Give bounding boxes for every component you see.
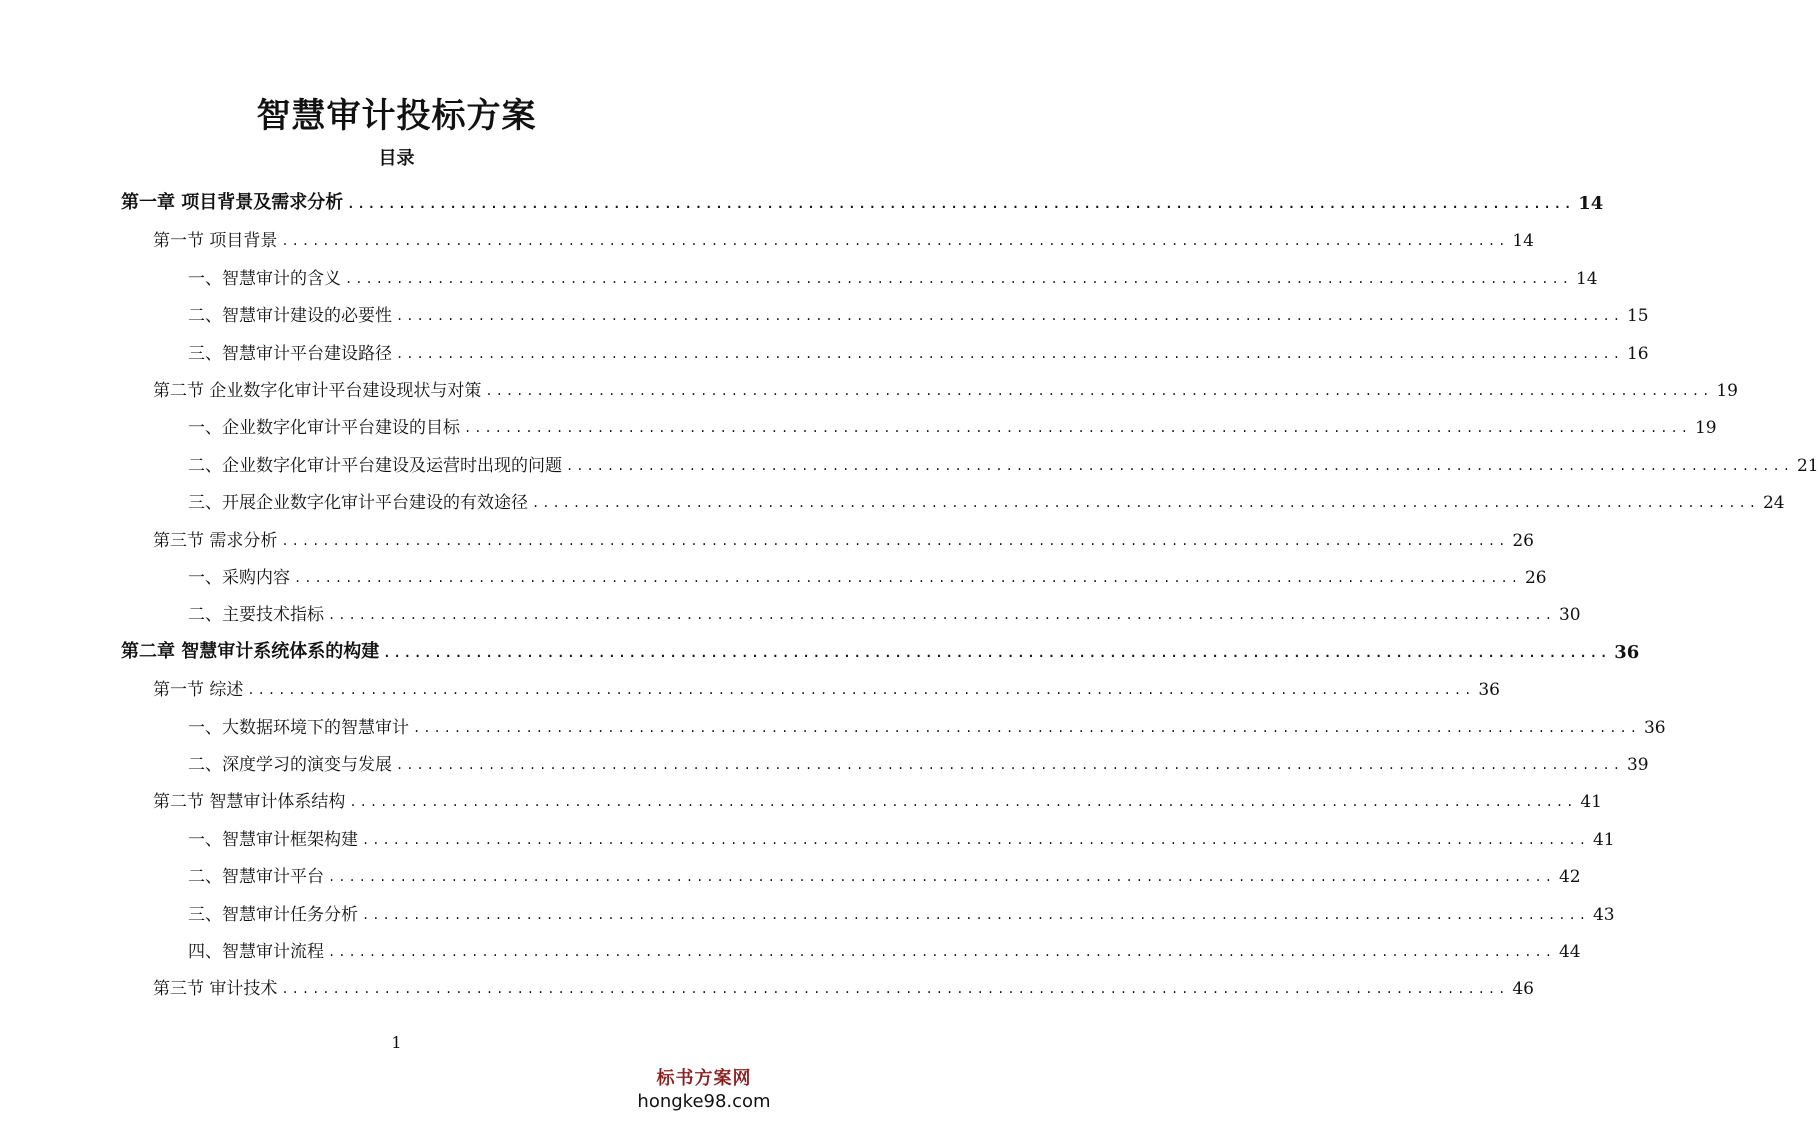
- toc-section-entry[interactable]: [153, 780, 1602, 813]
- toc-entry-page: 15: [1626, 306, 1649, 327]
- toc-chapter-entry[interactable]: [121, 182, 1604, 214]
- toc-subsection-entry[interactable]: [188, 444, 1819, 476]
- toc-subsection-entry[interactable]: [188, 556, 1547, 588]
- toc-subsection-entry[interactable]: [188, 818, 1615, 850]
- toc-dot-leader: ........................................................................................................................: [328, 870, 1555, 885]
- toc-entry-label: 一、大数据环境下的智慧审计: [188, 717, 409, 738]
- toc-entry-label: 二、智慧审计建设的必要性: [188, 306, 392, 327]
- toc-dot-leader: ........................................................................................................................: [247, 683, 1475, 698]
- toc-dot-leader: ........................................................................................................................: [396, 346, 1623, 361]
- toc-section-entry[interactable]: [153, 519, 1534, 551]
- toc-entry-page: 19: [1716, 381, 1738, 401]
- toc-entry-label: 一、智慧审计框架构建: [188, 829, 358, 850]
- toc-entry-page: 14: [1578, 193, 1604, 214]
- toc-entry-label: 第一节 项目背景: [153, 231, 278, 252]
- toc-entry-page: 14: [1575, 268, 1598, 289]
- toc-entry-page: 44: [1558, 942, 1581, 962]
- toc-entry-page: 19: [1694, 418, 1717, 439]
- toc-dot-leader: ........................................................................................................................: [328, 945, 1555, 959]
- toc-entry-label: 三、智慧审计任务分析: [188, 904, 358, 925]
- toc-entry-label: 第三节 需求分析: [153, 530, 278, 551]
- toc-dot-leader: ........................................................................................................................: [566, 458, 1793, 473]
- toc-dot-leader: ........................................................................................................................: [396, 309, 1623, 324]
- toc-dot-leader: ........................................................................................................................: [532, 496, 1759, 511]
- toc-entry-label: 一、企业数字化审计平台建设的目标: [188, 418, 460, 439]
- toc-entry-label: 第二节 企业数字化审计平台建设现状与对策: [153, 381, 482, 401]
- toc-subsection-entry[interactable]: [188, 893, 1615, 925]
- toc-entry-label: 第三节 审计技术: [153, 979, 278, 1000]
- document-title: 智慧审计投标方案: [256, 96, 537, 136]
- toc-entry-label: 四、智慧审计流程: [188, 942, 324, 962]
- toc-entry-page: 39: [1626, 755, 1649, 775]
- toc-dot-leader: ........................................................................................................................: [345, 271, 1572, 286]
- toc-entry-label: 第二章 智慧审计系统体系的构建: [121, 640, 380, 662]
- toc-dot-leader: ........................................................................................................................: [396, 758, 1623, 772]
- toc-entry-label: 一、采购内容: [188, 568, 290, 588]
- watermark-site-name: 标书方案网: [656, 1068, 752, 1089]
- toc-entry-page: 42: [1558, 867, 1581, 888]
- page-number: 1: [391, 1033, 402, 1052]
- toc-subsection-entry[interactable]: [188, 257, 1598, 289]
- toc-entry-label: 二、智慧审计平台: [188, 867, 324, 888]
- toc-dot-leader: ........................................................................................................................: [464, 421, 1691, 436]
- toc-subsection-entry[interactable]: [188, 332, 1649, 364]
- toc-entry-page: 41: [1580, 792, 1602, 813]
- toc-entry-label: 三、智慧审计平台建设路径: [188, 343, 392, 364]
- toc-entry-label: 第一章 项目背景及需求分析: [121, 192, 344, 213]
- toc-dot-leader: ........................................................................................................................: [383, 645, 1611, 660]
- toc-entry-page: 41: [1592, 829, 1615, 850]
- toc-subsection-entry[interactable]: [188, 294, 1649, 327]
- site-watermark: [629, 1068, 779, 1114]
- toc-section-entry[interactable]: [153, 967, 1534, 1000]
- toc-section-entry[interactable]: [153, 668, 1500, 701]
- toc-dot-leader: ........................................................................................................................: [294, 571, 1521, 585]
- toc-entry-label: 三、开展企业数字化审计平台建设的有效途径: [188, 493, 528, 514]
- toc-entry-page: 36: [1614, 641, 1640, 663]
- toc-section-entry[interactable]: [153, 369, 1738, 401]
- toc-entry-page: 16: [1626, 343, 1649, 364]
- toc-chapter-entry[interactable]: [121, 631, 1640, 663]
- toc-entry-page: 26: [1512, 530, 1534, 551]
- toc-subsection-entry[interactable]: [188, 706, 1666, 738]
- toc-dot-leader: ........................................................................................................................: [362, 832, 1589, 847]
- toc-entry-label: 二、主要技术指标: [188, 605, 324, 626]
- toc-subsection-entry[interactable]: [188, 743, 1649, 775]
- toc-subsection-entry[interactable]: [188, 855, 1581, 888]
- toc-dot-leader: ........................................................................................................................: [485, 384, 1713, 398]
- watermark-site-url: hongke98.com: [637, 1091, 771, 1112]
- toc-entry-label: 第一节 综述: [153, 680, 244, 701]
- toc-entry-page: 43: [1592, 904, 1615, 925]
- toc-entry-label: 第二节 智慧审计体系结构: [153, 792, 346, 813]
- toc-dot-leader: ........................................................................................................................: [347, 197, 1575, 211]
- toc-entry-page: 46: [1512, 979, 1534, 1000]
- toc-entry-label: 一、智慧审计的含义: [188, 268, 341, 289]
- toc-entry-page: 26: [1524, 568, 1547, 588]
- toc-entry-page: 30: [1558, 605, 1581, 626]
- toc-entry-label: 二、深度学习的演变与发展: [188, 755, 392, 775]
- toc-entry-page: 24: [1762, 493, 1785, 514]
- toc-dot-leader: ........................................................................................................................: [413, 720, 1640, 735]
- toc-dot-leader: ........................................................................................................................: [349, 795, 1577, 810]
- toc-subsection-entry[interactable]: [188, 930, 1581, 962]
- toc-entry-page: 36: [1643, 717, 1666, 738]
- toc-dot-leader: ........................................................................................................................: [362, 907, 1589, 922]
- toc-entry-page: 21: [1796, 455, 1819, 476]
- toc-section-entry[interactable]: [153, 219, 1534, 252]
- toc-heading: 目录: [378, 148, 415, 169]
- toc-entry-page: 36: [1478, 680, 1500, 701]
- toc-entry-label: 二、企业数字化审计平台建设及运营时出现的问题: [188, 455, 562, 476]
- toc-subsection-entry[interactable]: [188, 481, 1785, 514]
- toc-dot-leader: ........................................................................................................................: [281, 982, 1509, 997]
- toc-dot-leader: ........................................................................................................................: [328, 608, 1555, 623]
- toc-subsection-entry[interactable]: [188, 406, 1717, 439]
- toc-dot-leader: ........................................................................................................................: [281, 234, 1509, 249]
- toc-subsection-entry[interactable]: [188, 593, 1581, 626]
- toc-dot-leader: ........................................................................................................................: [281, 533, 1509, 548]
- toc-entry-page: 14: [1512, 231, 1534, 252]
